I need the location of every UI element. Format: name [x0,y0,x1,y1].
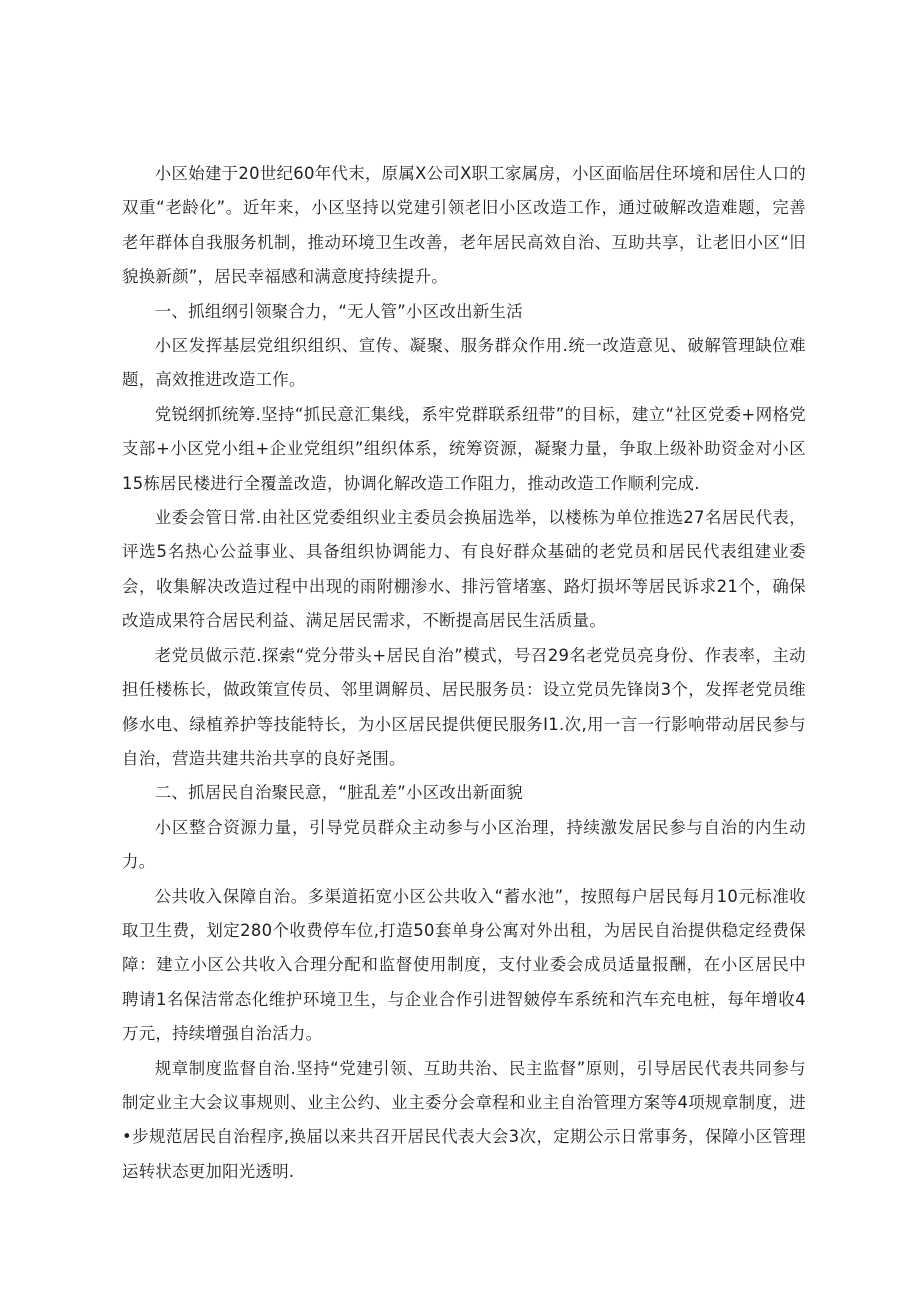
section-1-point-1: 党锐纲抓统筹.坚持“抓民意汇集线，系牢党群联系纽带”的目标，建立“社区党委+网格党支部+小区党小组+企业党组织”组织体系，统筹资源，凝聚力量，争取上级补助资金对小区15栋居民楼进行全覆盖改造，协调化解改造工作阻力，推动改造工作顺利完成. [122,404,806,493]
section-2-summary: 小区整合资源力量，引导党员群众主动参与小区治理，持续激发居民参与自治的内生动力。 [122,817,806,872]
section-1-summary: 小区发挥基层党组织组织、宣传、凝聚、服务群众作用.统一改造意见、破解管理缺位难题，高效推进改造工作。 [122,336,806,390]
section-1-point-2: 业委会管日常.由社区党委组织业主委员会换届选举，以楼栋为单位推选27名居民代表，评选5名热心公益事业、具备组织协调能力、有良好群众基础的老党员和居民代表组建业委会，收集解决改造过程中出现的雨附棚渗水、排污管堵塞、路灯损坏等居民诉求21个，确保改造成果符合居民利益、满足居民需求，不断提高居民生活质量。 [122,508,806,631]
intro-paragraph: 小区始建于20世纪60年代末，原属X公司X职工家属房，小区面临居住环境和居住人口的双重“老龄化”。近年来，小区坚持以党建引领老旧小区改造工作，通过破解改造难题，完善老年群体自我服务机制，推动环境卫生改善，老年居民高效自治、互助共享，让老旧小区“旧貌换新颜”，居民幸福感和满意度持续提升。 [122,164,806,287]
document-body [122,157,806,1189]
section-1-point-3: 老党员做示范.探索“党分带头+居民自治”模式，号召29名老党员亮身份、作表率，主动担任楼栋长，做政策宣传员、邻里调解员、居民服务员：设立党员先锋岗3个，发挥老党员维修水电、绿植养护等技能特长，为小区居民提供便民服务I1.次,用一言一行影响带动居民参与自治，营造共建共治共享的良好尧围。 [122,645,806,768]
section-2-point-1: 公共收入保障自治。多渠道拓宽小区公共收入“蓄水池”，按照每户居民每月10元标准收取卫生费，划定280个收费停车位,打造50套单身公寓对外出租，为居民自治提供稳定经费保障：建立小区公共收入合理分配和监督使用制度，支付业委会成员适量报酬，在小区居民中聘请1名保洁常态化维护环境卫生，与企业合作引进智皴停车系统和汽车充电桩，每年增收4万元，持续增强自治活力。 [122,886,806,1044]
section-heading-2: 二、抓居民自治聚民意，“脏乱差”小区改出新面貌 [154,783,523,803]
section-2-point-2: 规章制度监督自治.坚持“党建引领、互助共治、民主监督”原则，引导居民代表共同参与制定业主大会议事规则、业主公约、业主委分会章程和业主自治管理方案等4项规章制度，进•步规范居民自治程序,换届以来共召开居民代表大会3次，定期公示日常事务，保障小区管理运转状态更加阳光透明. [122,1058,806,1181]
section-heading-1: 一、抓组纲引领聚合力，“无人管”小区改出新生活 [154,301,523,321]
